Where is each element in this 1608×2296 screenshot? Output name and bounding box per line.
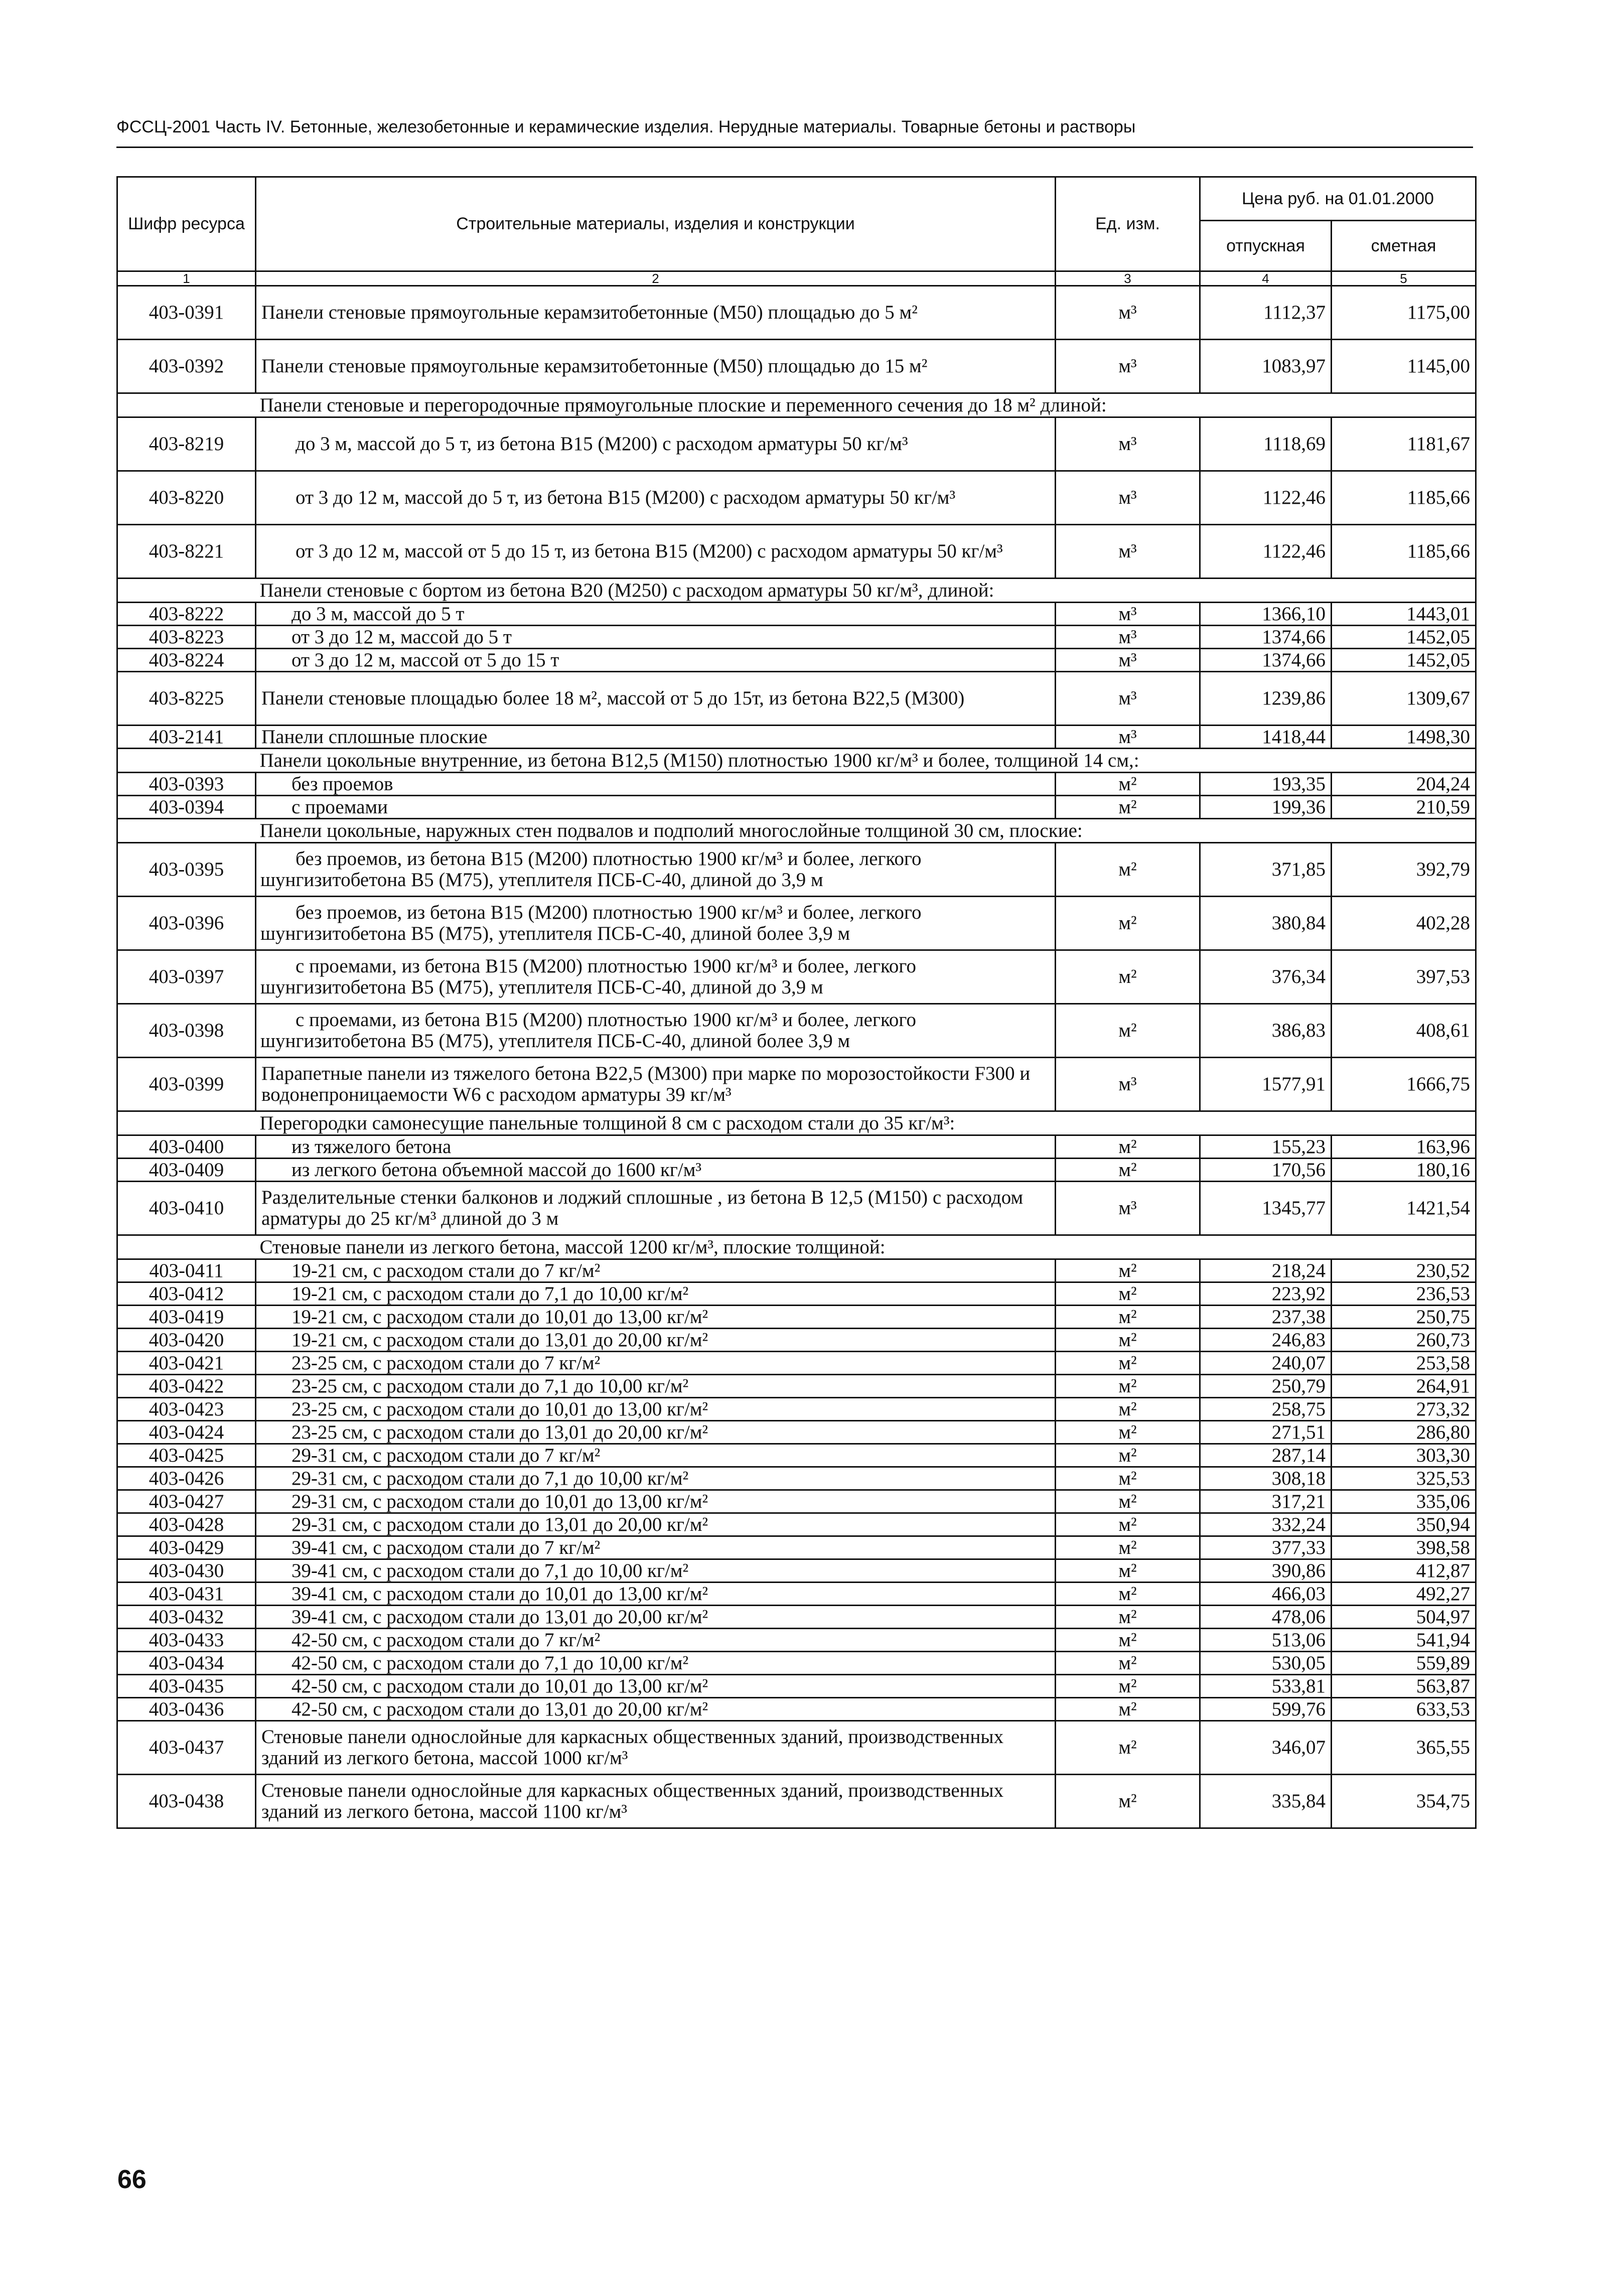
release-price: 250,79 <box>1200 1375 1332 1398</box>
resource-code: 403-8223 <box>117 626 256 649</box>
release-price: 317,21 <box>1200 1490 1332 1513</box>
resource-code: 403-0419 <box>117 1306 256 1329</box>
estimate-price: 1421,54 <box>1332 1182 1476 1235</box>
table-row <box>117 340 1476 393</box>
unit-of-measure: м³ <box>1056 726 1200 749</box>
table-row <box>117 1444 1476 1467</box>
column-header-name: Строительные материалы, изделия и конструкции <box>256 177 1056 271</box>
material-name: 19-21 см, с расходом стали до 10,01 до 13,00 кг/м² <box>256 1306 1056 1329</box>
resource-code: 403-0436 <box>117 1698 256 1721</box>
estimate-price: 1145,00 <box>1332 340 1476 393</box>
resource-code: 403-0410 <box>117 1182 256 1235</box>
estimate-price: 354,75 <box>1332 1775 1476 1828</box>
release-price: 530,05 <box>1200 1652 1332 1675</box>
estimate-price: 204,24 <box>1332 773 1476 796</box>
resource-code: 403-0423 <box>117 1398 256 1421</box>
table-row <box>117 1004 1476 1058</box>
group-header-row <box>117 1235 1476 1259</box>
table-row <box>117 843 1476 897</box>
material-name: Стеновые панели однослойные для каркасных общественных зданий, производственных зданий из легкого бетона, массой 1100 кг/м³ <box>256 1775 1056 1828</box>
estimate-price: 365,55 <box>1332 1721 1476 1775</box>
resource-code: 403-0438 <box>117 1775 256 1828</box>
release-price: 466,03 <box>1200 1583 1332 1606</box>
group-code-cell <box>117 1235 256 1259</box>
material-name: Разделительные стенки балконов и лоджий сплошные , из бетона В 12,5 (М150) с расходом арматуры до 25 кг/м³ длиной до 3 м <box>256 1182 1056 1235</box>
unit-of-measure: м² <box>1056 1329 1200 1352</box>
release-price: 287,14 <box>1200 1444 1332 1467</box>
table-row <box>117 525 1476 579</box>
unit-of-measure: м² <box>1056 796 1200 819</box>
resource-code: 403-0435 <box>117 1675 256 1698</box>
table-header <box>117 177 1476 286</box>
material-name: 23-25 см, с расходом стали до 7,1 до 10,00 кг/м² <box>256 1375 1056 1398</box>
unit-of-measure: м² <box>1056 1352 1200 1375</box>
column-number: 3 <box>1056 271 1200 286</box>
material-name: 23-25 см, с расходом стали до 7 кг/м² <box>256 1352 1056 1375</box>
group-code-cell <box>117 393 256 417</box>
unit-of-measure: м³ <box>1056 649 1200 672</box>
material-name: из тяжелого бетона <box>256 1135 1056 1159</box>
unit-of-measure: м³ <box>1056 1182 1200 1235</box>
estimate-price: 1185,66 <box>1332 525 1476 579</box>
resource-code: 403-0409 <box>117 1159 256 1182</box>
material-name: с проемами <box>256 796 1056 819</box>
estimate-price: 1666,75 <box>1332 1058 1476 1111</box>
release-price: 513,06 <box>1200 1629 1332 1652</box>
estimate-price: 492,27 <box>1332 1583 1476 1606</box>
group-title: Панели цокольные, наружных стен подвалов и подполий многослойные толщиной 30 см, плоские: <box>256 819 1476 843</box>
material-name: 39-41 см, с расходом стали до 7 кг/м² <box>256 1536 1056 1559</box>
estimate-price: 210,59 <box>1332 796 1476 819</box>
resource-code: 403-0400 <box>117 1135 256 1159</box>
unit-of-measure: м³ <box>1056 672 1200 726</box>
column-header-code: Шифр ресурса <box>117 177 256 271</box>
material-name: 19-21 см, с расходом стали до 7,1 до 10,00 кг/м² <box>256 1282 1056 1306</box>
estimate-price: 1452,05 <box>1332 626 1476 649</box>
material-name: без проемов, из бетона В15 (М200) плотностью 1900 кг/м³ и более, легкого шунгизитобетона В5 (М75), утеплителя ПСБ-С-40, длиной более 3,9 м <box>256 897 1056 950</box>
estimate-price: 398,58 <box>1332 1536 1476 1559</box>
unit-of-measure: м² <box>1056 1721 1200 1775</box>
estimate-price: 563,87 <box>1332 1675 1476 1698</box>
material-name: 42-50 см, с расходом стали до 7 кг/м² <box>256 1629 1056 1652</box>
table-row <box>117 1490 1476 1513</box>
resource-code: 403-8222 <box>117 603 256 626</box>
unit-of-measure: м² <box>1056 1775 1200 1828</box>
release-price: 380,84 <box>1200 897 1332 950</box>
table-row <box>117 1721 1476 1775</box>
material-name: 39-41 см, с расходом стали до 10,01 до 13,00 кг/м² <box>256 1583 1056 1606</box>
release-price: 170,56 <box>1200 1159 1332 1182</box>
estimate-price: 230,52 <box>1332 1259 1476 1282</box>
material-name: 19-21 см, с расходом стали до 7 кг/м² <box>256 1259 1056 1282</box>
price-table <box>116 176 1477 1829</box>
estimate-price: 250,75 <box>1332 1306 1476 1329</box>
table-row <box>117 626 1476 649</box>
material-name: Панели стеновые площадью более 18 м², массой от 5 до 15т, из бетона В22,5 (М300) <box>256 672 1056 726</box>
resource-code: 403-0434 <box>117 1652 256 1675</box>
group-header-row <box>117 393 1476 417</box>
release-price: 218,24 <box>1200 1259 1332 1282</box>
estimate-price: 325,53 <box>1332 1467 1476 1490</box>
resource-code: 403-0391 <box>117 286 256 340</box>
unit-of-measure: м² <box>1056 1652 1200 1675</box>
table-row <box>117 1352 1476 1375</box>
table-row <box>117 726 1476 749</box>
resource-code: 403-0396 <box>117 897 256 950</box>
unit-of-measure: м² <box>1056 1282 1200 1306</box>
resource-code: 403-0425 <box>117 1444 256 1467</box>
table-row <box>117 1536 1476 1559</box>
estimate-price: 1452,05 <box>1332 649 1476 672</box>
material-name: 19-21 см, с расходом стали до 13,01 до 20,00 кг/м² <box>256 1329 1056 1352</box>
group-header-row <box>117 749 1476 773</box>
group-title: Панели цокольные внутренние, из бетона В12,5 (М150) плотностью 1900 кг/м³ и более, толщиной 14 см,: <box>256 749 1476 773</box>
unit-of-measure: м³ <box>1056 417 1200 471</box>
resource-code: 403-2141 <box>117 726 256 749</box>
unit-of-measure: м² <box>1056 1306 1200 1329</box>
table-row <box>117 1375 1476 1398</box>
resource-code: 403-8224 <box>117 649 256 672</box>
unit-of-measure: м² <box>1056 1421 1200 1444</box>
estimate-price: 559,89 <box>1332 1652 1476 1675</box>
group-title: Стеновые панели из легкого бетона, массой 1200 кг/м³, плоские толщиной: <box>256 1235 1476 1259</box>
estimate-price: 392,79 <box>1332 843 1476 897</box>
table-row <box>117 1698 1476 1721</box>
material-name: 29-31 см, с расходом стали до 7 кг/м² <box>256 1444 1056 1467</box>
release-price: 1239,86 <box>1200 672 1332 726</box>
estimate-price: 303,30 <box>1332 1444 1476 1467</box>
group-title: Перегородки самонесущие панельные толщиной 8 см с расходом стали до 35 кг/м³: <box>256 1111 1476 1135</box>
estimate-price: 273,32 <box>1332 1398 1476 1421</box>
resource-code: 403-0426 <box>117 1467 256 1490</box>
unit-of-measure: м² <box>1056 1135 1200 1159</box>
table-row <box>117 1259 1476 1282</box>
unit-of-measure: м² <box>1056 1536 1200 1559</box>
column-header-unit: Ед. изм. <box>1056 177 1200 271</box>
group-code-cell <box>117 1111 256 1135</box>
release-price: 386,83 <box>1200 1004 1332 1058</box>
release-price: 155,23 <box>1200 1135 1332 1159</box>
unit-of-measure: м² <box>1056 1698 1200 1721</box>
table-row <box>117 1159 1476 1182</box>
material-name: до 3 м, массой до 5 т <box>256 603 1056 626</box>
resource-code: 403-0411 <box>117 1259 256 1282</box>
unit-of-measure: м³ <box>1056 286 1200 340</box>
release-price: 237,38 <box>1200 1306 1332 1329</box>
group-header-row <box>117 819 1476 843</box>
material-name: 29-31 см, с расходом стали до 13,01 до 20,00 кг/м² <box>256 1513 1056 1536</box>
release-price: 1374,66 <box>1200 626 1332 649</box>
estimate-price: 1185,66 <box>1332 471 1476 525</box>
material-name: 39-41 см, с расходом стали до 7,1 до 10,00 кг/м² <box>256 1559 1056 1583</box>
unit-of-measure: м³ <box>1056 603 1200 626</box>
estimate-price: 1498,30 <box>1332 726 1476 749</box>
table-row <box>117 950 1476 1004</box>
column-header-price-group: Цена руб. на 01.01.2000 <box>1200 177 1476 221</box>
unit-of-measure: м³ <box>1056 471 1200 525</box>
table-row <box>117 603 1476 626</box>
resource-code: 403-0421 <box>117 1352 256 1375</box>
estimate-price: 253,58 <box>1332 1352 1476 1375</box>
release-price: 1374,66 <box>1200 649 1332 672</box>
resource-code: 403-0412 <box>117 1282 256 1306</box>
column-number: 5 <box>1332 271 1476 286</box>
material-name: без проемов <box>256 773 1056 796</box>
resource-code: 403-0429 <box>117 1536 256 1559</box>
material-name: 23-25 см, с расходом стали до 13,01 до 20,00 кг/м² <box>256 1421 1056 1444</box>
material-name: с проемами, из бетона В15 (М200) плотностью 1900 кг/м³ и более, легкого шунгизитобетона В5 (М75), утеплителя ПСБ-С-40, длиной до 3,9 м <box>256 950 1056 1004</box>
release-price: 332,24 <box>1200 1513 1332 1536</box>
resource-code: 403-0393 <box>117 773 256 796</box>
release-price: 371,85 <box>1200 843 1332 897</box>
unit-of-measure: м² <box>1056 1675 1200 1698</box>
resource-code: 403-8221 <box>117 525 256 579</box>
material-name: 42-50 см, с расходом стали до 7,1 до 10,00 кг/м² <box>256 1652 1056 1675</box>
unit-of-measure: м² <box>1056 1606 1200 1629</box>
unit-of-measure: м² <box>1056 773 1200 796</box>
estimate-price: 1181,67 <box>1332 417 1476 471</box>
unit-of-measure: м² <box>1056 1490 1200 1513</box>
unit-of-measure: м³ <box>1056 1058 1200 1111</box>
release-price: 308,18 <box>1200 1467 1332 1490</box>
resource-code: 403-8219 <box>117 417 256 471</box>
resource-code: 403-0431 <box>117 1583 256 1606</box>
table-row <box>117 672 1476 726</box>
group-header-row <box>117 1111 1476 1135</box>
release-price: 1577,91 <box>1200 1058 1332 1111</box>
release-price: 1118,69 <box>1200 417 1332 471</box>
unit-of-measure: м² <box>1056 897 1200 950</box>
resource-code: 403-0433 <box>117 1629 256 1652</box>
table-row <box>117 1675 1476 1698</box>
release-price: 376,34 <box>1200 950 1332 1004</box>
table-row <box>117 1282 1476 1306</box>
release-price: 199,36 <box>1200 796 1332 819</box>
table-row <box>117 796 1476 819</box>
resource-code: 403-0430 <box>117 1559 256 1583</box>
table-row <box>117 1513 1476 1536</box>
material-name: 42-50 см, с расходом стали до 13,01 до 20,00 кг/м² <box>256 1698 1056 1721</box>
table-row <box>117 1467 1476 1490</box>
release-price: 258,75 <box>1200 1398 1332 1421</box>
resource-code: 403-0424 <box>117 1421 256 1444</box>
release-price: 1083,97 <box>1200 340 1332 393</box>
table-row <box>117 1398 1476 1421</box>
estimate-price: 350,94 <box>1332 1513 1476 1536</box>
unit-of-measure: м² <box>1056 1004 1200 1058</box>
table-row <box>117 1306 1476 1329</box>
group-code-cell <box>117 749 256 773</box>
release-price: 240,07 <box>1200 1352 1332 1375</box>
estimate-price: 260,73 <box>1332 1329 1476 1352</box>
unit-of-measure: м² <box>1056 1444 1200 1467</box>
estimate-price: 408,61 <box>1332 1004 1476 1058</box>
material-name: Панели сплошные плоские <box>256 726 1056 749</box>
release-price: 246,83 <box>1200 1329 1332 1352</box>
unit-of-measure: м² <box>1056 1467 1200 1490</box>
estimate-price: 412,87 <box>1332 1559 1476 1583</box>
resource-code: 403-8220 <box>117 471 256 525</box>
release-price: 346,07 <box>1200 1721 1332 1775</box>
table-body <box>117 286 1476 1828</box>
running-header: ФССЦ-2001 Часть IV. Бетонные, железобетонные и керамические изделия. Нерудные материалы. Товарные бетоны и растворы <box>116 117 1136 136</box>
material-name: до 3 м, массой до 5 т, из бетона В15 (М200) с расходом арматуры 50 кг/м³ <box>256 417 1056 471</box>
release-price: 1122,46 <box>1200 525 1332 579</box>
unit-of-measure: м³ <box>1056 626 1200 649</box>
column-header-release-price: отпускная <box>1200 221 1332 271</box>
release-price: 390,86 <box>1200 1559 1332 1583</box>
material-name: от 3 до 12 м, массой от 5 до 15 т, из бетона В15 (М200) с расходом арматуры 50 кг/м³ <box>256 525 1056 579</box>
table-row <box>117 1135 1476 1159</box>
unit-of-measure: м² <box>1056 1375 1200 1398</box>
unit-of-measure: м² <box>1056 1398 1200 1421</box>
release-price: 223,92 <box>1200 1282 1332 1306</box>
table-row <box>117 1775 1476 1828</box>
estimate-price: 264,91 <box>1332 1375 1476 1398</box>
material-name: Панели стеновые прямоугольные керамзитобетонные (М50) площадью до 15 м² <box>256 340 1056 393</box>
resource-code: 403-0397 <box>117 950 256 1004</box>
estimate-price: 397,53 <box>1332 950 1476 1004</box>
material-name: Парапетные панели из тяжелого бетона В22,5 (М300) при марке по морозостойкости F300 и водонепроницаемости W6 с расходом арматуры 39 кг/м³ <box>256 1058 1056 1111</box>
release-price: 193,35 <box>1200 773 1332 796</box>
unit-of-measure: м² <box>1056 843 1200 897</box>
resource-code: 403-0392 <box>117 340 256 393</box>
resource-code: 403-0399 <box>117 1058 256 1111</box>
table-row <box>117 417 1476 471</box>
material-name: 23-25 см, с расходом стали до 10,01 до 13,00 кг/м² <box>256 1398 1056 1421</box>
column-number: 1 <box>117 271 256 286</box>
material-name: с проемами, из бетона В15 (М200) плотностью 1900 кг/м³ и более, легкого шунгизитобетона В5 (М75), утеплителя ПСБ-С-40, длиной более 3,9 м <box>256 1004 1056 1058</box>
table-row <box>117 471 1476 525</box>
material-name: без проемов, из бетона В15 (М200) плотностью 1900 кг/м³ и более, легкого шунгизитобетона В5 (М75), утеплителя ПСБ-С-40, длиной до 3,9 м <box>256 843 1056 897</box>
resource-code: 403-8225 <box>117 672 256 726</box>
material-name: 29-31 см, с расходом стали до 7,1 до 10,00 кг/м² <box>256 1467 1056 1490</box>
table-row <box>117 1329 1476 1352</box>
estimate-price: 541,94 <box>1332 1629 1476 1652</box>
group-title: Панели стеновые и перегородочные прямоугольные плоские и переменного сечения до 18 м² длиной: <box>256 393 1476 417</box>
unit-of-measure: м² <box>1056 1159 1200 1182</box>
resource-code: 403-0394 <box>117 796 256 819</box>
material-name: Панели стеновые прямоугольные керамзитобетонные (М50) площадью до 5 м² <box>256 286 1056 340</box>
resource-code: 403-0427 <box>117 1490 256 1513</box>
table-row <box>117 1583 1476 1606</box>
page-number: 66 <box>117 2165 147 2194</box>
material-name: от 3 до 12 м, массой до 5 т, из бетона В15 (М200) с расходом арматуры 50 кг/м³ <box>256 471 1056 525</box>
unit-of-measure: м² <box>1056 1629 1200 1652</box>
estimate-price: 286,80 <box>1332 1421 1476 1444</box>
table-row <box>117 1182 1476 1235</box>
column-number: 2 <box>256 271 1056 286</box>
release-price: 1112,37 <box>1200 286 1332 340</box>
group-code-cell <box>117 819 256 843</box>
resource-code: 403-0422 <box>117 1375 256 1398</box>
table-row <box>117 1058 1476 1111</box>
unit-of-measure: м² <box>1056 1259 1200 1282</box>
table-row <box>117 1606 1476 1629</box>
material-name: 39-41 см, с расходом стали до 13,01 до 20,00 кг/м² <box>256 1606 1056 1629</box>
resource-code: 403-0437 <box>117 1721 256 1775</box>
resource-code: 403-0398 <box>117 1004 256 1058</box>
estimate-price: 633,53 <box>1332 1698 1476 1721</box>
group-title: Панели стеновые с бортом из бетона В20 (М250) с расходом арматуры 50 кг/м³, длиной: <box>256 579 1476 603</box>
table-row <box>117 1559 1476 1583</box>
release-price: 1418,44 <box>1200 726 1332 749</box>
table-row <box>117 897 1476 950</box>
release-price: 377,33 <box>1200 1536 1332 1559</box>
estimate-price: 1443,01 <box>1332 603 1476 626</box>
estimate-price: 180,16 <box>1332 1159 1476 1182</box>
group-code-cell <box>117 579 256 603</box>
estimate-price: 163,96 <box>1332 1135 1476 1159</box>
table-row <box>117 773 1476 796</box>
release-price: 599,76 <box>1200 1698 1332 1721</box>
release-price: 271,51 <box>1200 1421 1332 1444</box>
resource-code: 403-0420 <box>117 1329 256 1352</box>
material-name: 29-31 см, с расходом стали до 10,01 до 13,00 кг/м² <box>256 1490 1056 1513</box>
estimate-price: 1309,67 <box>1332 672 1476 726</box>
resource-code: 403-0428 <box>117 1513 256 1536</box>
material-name: 42-50 см, с расходом стали до 10,01 до 13,00 кг/м² <box>256 1675 1056 1698</box>
unit-of-measure: м³ <box>1056 340 1200 393</box>
material-name: Стеновые панели однослойные для каркасных общественных зданий, производственных зданий из легкого бетона, массой 1000 кг/м³ <box>256 1721 1056 1775</box>
table-row <box>117 286 1476 340</box>
unit-of-measure: м² <box>1056 1513 1200 1536</box>
release-price: 1366,10 <box>1200 603 1332 626</box>
material-name: от 3 до 12 м, массой от 5 до 15 т <box>256 649 1056 672</box>
unit-of-measure: м² <box>1056 1583 1200 1606</box>
unit-of-measure: м² <box>1056 1559 1200 1583</box>
group-header-row <box>117 579 1476 603</box>
resource-code: 403-0432 <box>117 1606 256 1629</box>
release-price: 1122,46 <box>1200 471 1332 525</box>
estimate-price: 335,06 <box>1332 1490 1476 1513</box>
estimate-price: 402,28 <box>1332 897 1476 950</box>
release-price: 335,84 <box>1200 1775 1332 1828</box>
material-name: от 3 до 12 м, массой до 5 т <box>256 626 1056 649</box>
estimate-price: 504,97 <box>1332 1606 1476 1629</box>
unit-of-measure: м² <box>1056 950 1200 1004</box>
estimate-price: 1175,00 <box>1332 286 1476 340</box>
unit-of-measure: м³ <box>1056 525 1200 579</box>
material-name: из легкого бетона объемной массой до 1600 кг/м³ <box>256 1159 1056 1182</box>
release-price: 478,06 <box>1200 1606 1332 1629</box>
column-header-estimate-price: сметная <box>1332 221 1476 271</box>
resource-code: 403-0395 <box>117 843 256 897</box>
estimate-price: 236,53 <box>1332 1282 1476 1306</box>
column-number: 4 <box>1200 271 1332 286</box>
table-row <box>117 1421 1476 1444</box>
release-price: 533,81 <box>1200 1675 1332 1698</box>
header-rule <box>116 147 1473 148</box>
table-row <box>117 1652 1476 1675</box>
release-price: 1345,77 <box>1200 1182 1332 1235</box>
table-row <box>117 1629 1476 1652</box>
table-row <box>117 649 1476 672</box>
